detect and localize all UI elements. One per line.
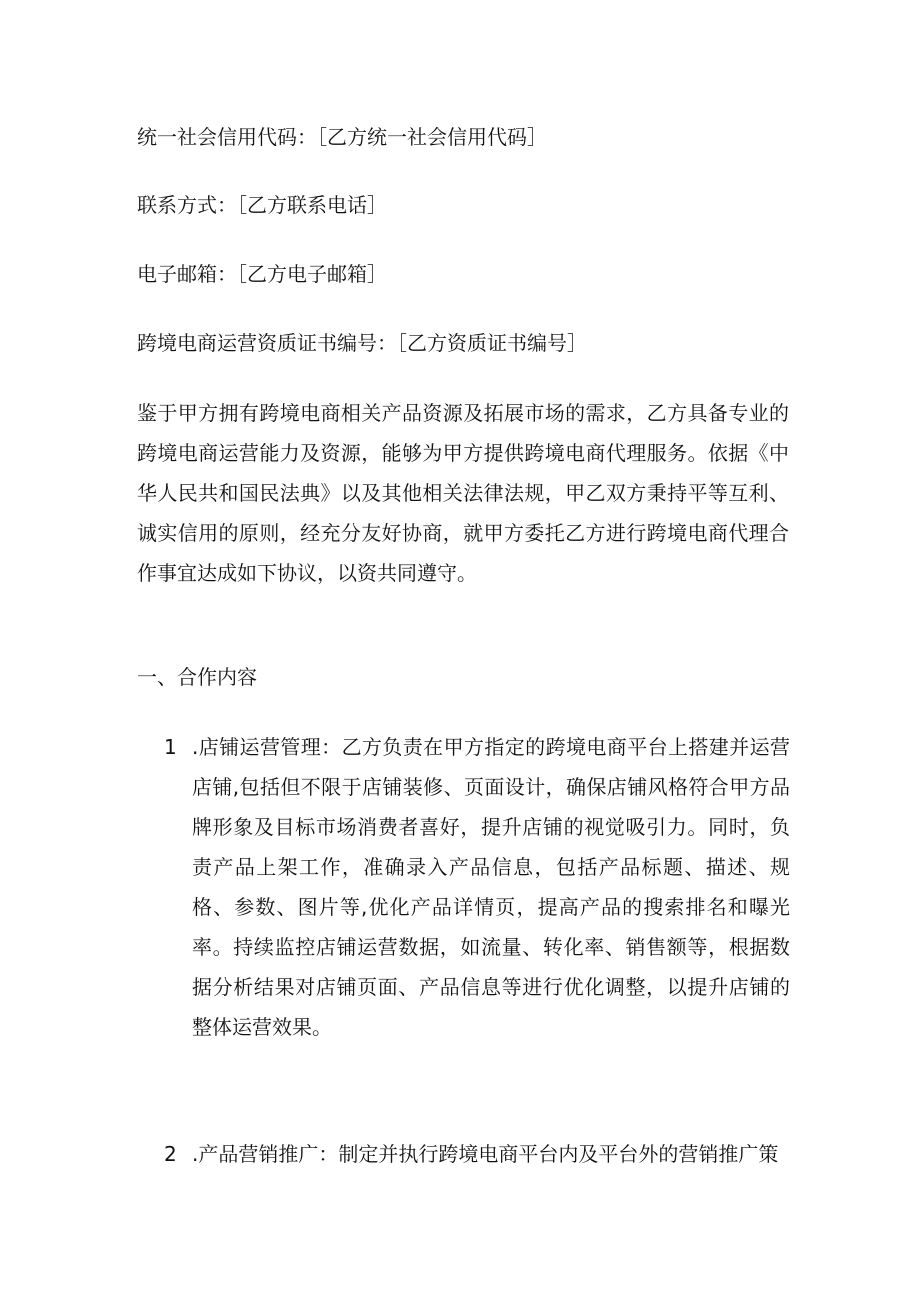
- field-value: ［乙方联系电话］: [237, 193, 387, 217]
- field-contact: [137, 195, 387, 215]
- field-label: 电子邮箱：: [137, 262, 237, 286]
- field-email: [137, 264, 387, 284]
- field-value: ［乙方统一社会信用代码］: [317, 125, 547, 149]
- field-label: 跨境电商运营资质证书编号：: [137, 331, 397, 355]
- field-label: 联系方式：: [137, 193, 237, 217]
- field-value: ［乙方电子邮箱］: [237, 262, 387, 286]
- field-credit-code: [137, 127, 547, 147]
- item-text: .产品营销推广：制定并执行跨境电商平台内及平台外的营销推广策: [192, 1142, 779, 1166]
- section-heading: 一、合作内容: [137, 665, 257, 689]
- item-number: 2: [164, 1142, 177, 1166]
- preamble-paragraph: 鉴于甲方拥有跨境电商相关产品资源及拓展市场的需求，乙方具备专业的跨境电商运营能力及资源，能够为甲方提供跨境电商代理服务。依据《中华人民共和国民法典》以及其他相关法律法规，甲乙双方秉持平等互利、诚实信用的原则，经充分友好协商，就甲方委托乙方进行跨境电商代理合作事宜达成如下协议，以资共同遵守。: [137, 401, 789, 585]
- field-label: 统一社会信用代码：: [137, 125, 317, 149]
- field-value: ［乙方资质证书编号］: [397, 331, 587, 355]
- field-certificate: [137, 333, 587, 353]
- item-text: .店铺运营管理：乙方负责在甲方指定的跨境电商平台上搭建并运营店铺,包括但不限于店铺装修、页面设计，确保店铺风格符合甲方品牌形象及目标市场消费者喜好，提升店铺的视觉吸引力。同时，负责产品上架工作，准确录入产品信息，包括产品标题、描述、规格、参数、图片等,优化产品详情页，提高产品的搜索排名和曝光率。持续监控店铺运营数据，如流量、转化率、销售额等，根据数据分析结果对店铺页面、产品信息等进行优化调整，以提升店铺的整体运营效果。: [192, 735, 790, 1039]
- item-number: 1: [164, 735, 177, 759]
